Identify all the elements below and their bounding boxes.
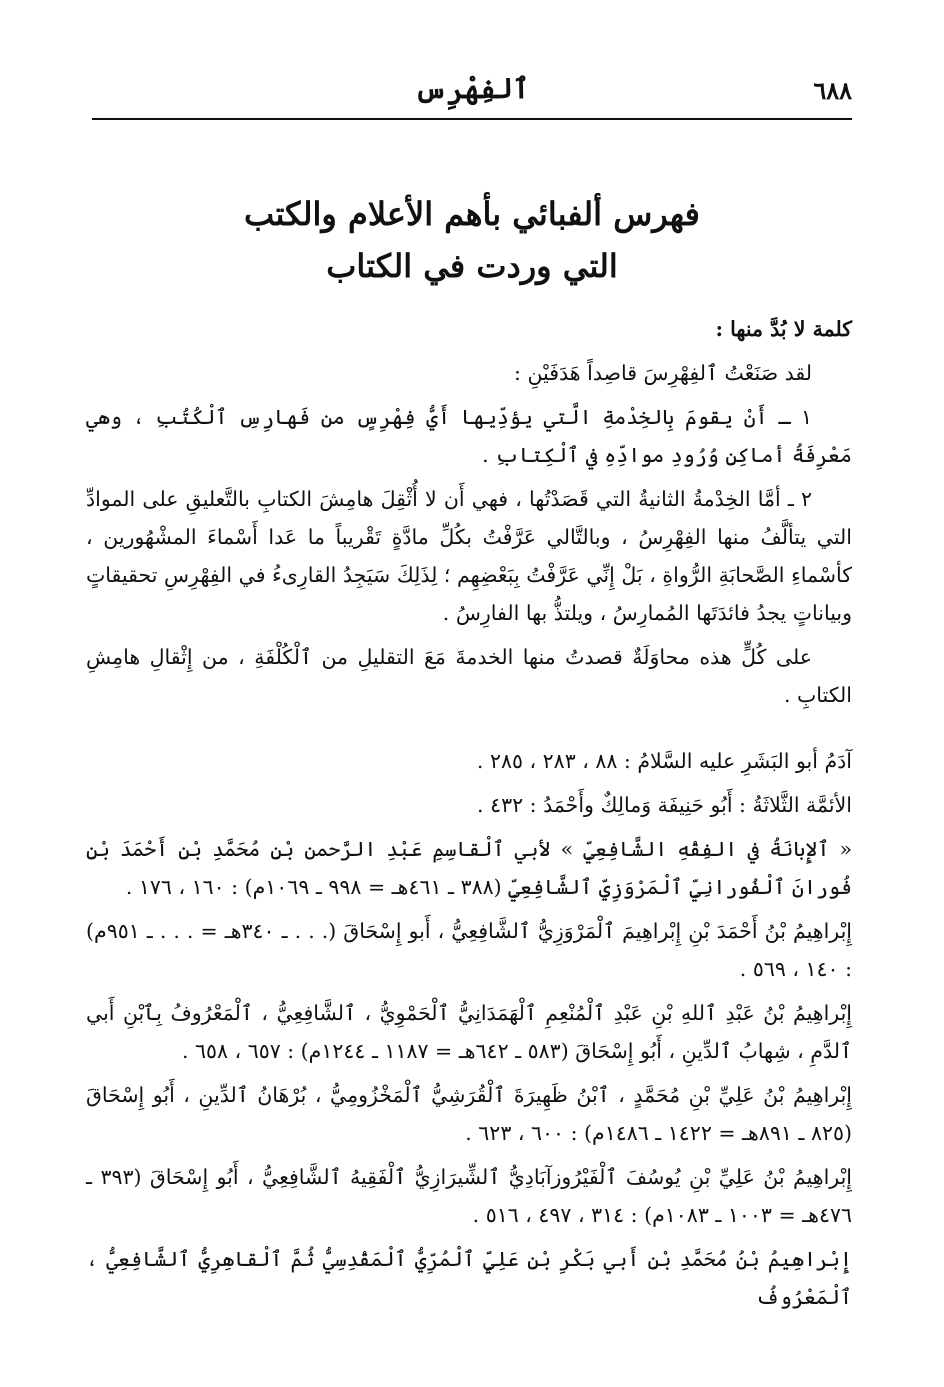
index-entry: الأئمَّة الثَّلاثَةُ : أَبُو حَنِيفَة وَمالِكٌ وأَحْمَدُ : ٤٣٢ . [477,793,852,817]
index-title-line-1: فهرس ألفبائي بأهم الأعلام والكتب [244,195,700,233]
index-entry: إِبْراهِيمُ بْنُ عَلِيِّ بْنِ مُحَمَّدٍ ، ٱبْنُ ظَهِيرَةَ ٱلْقُرَشِيُّ ٱلْمَخْزُومِيُّ ، بُرْهَانُ ٱلدِّينِ ، أَبُو إِسْحَاقَ (٨٢٥ ـ ٨٩١هـ = ١٤٢٢ ـ ١٤٨٦م) : ٦٠٠ ، ٦٢٣ . [86,1083,852,1145]
index-entry: إِبْراهِيمُ بْنُ أَحْمَدَ بْنِ إِبْراهِيمَ ٱلْمَرْوَزِيُّ ٱلشَّافِعِيُّ ، أَبو إِسْحَاقَ (. . . ـ ٣٤٠هـ = . . . ـ ٩٥١م) : ١٤٠ ، ٥٦٩ . [86,919,852,981]
index-entry: « ٱلإِبانَةُ في الفِقْهِ الشَّافِعِيِّ » لأبي ٱلْقاسِمِ عَبْدِ الرَّحمن بْنِ مُحَمَّدِ بْنِ أَحْمَدَ بْنِ فُورانَ ٱلْفُورانِيِّ ٱلْمَرْوَزِيِّ ٱلشَّافِعِيِّ (٣٨٨ ـ ٤٦١هـ = ٩٩٨ ـ ١٠٦٩م) : ١٦٠ ، ١٧٦ . [86,837,852,899]
section-gap [86,720,852,742]
running-title: ٱلفِهْرِس [414,72,530,105]
index-content [86,310,852,1316]
index-entry: إِبْراهِيمُ بْنُ عَلِيِّ بْنِ يُوسُفَ ٱلْفَيْرُوزآبَادِيُّ ٱلشِّيرَازِيُّ ٱلْفَقِيهُ ٱلشَّافِعِيُّ ، أَبُو إِسْحَاقَ (٣٩٣ ـ ٤٧٦هـ = ١٠٠٣ ـ ١٠٨٣م) : ٣١٤ ، ٤٩٧ ، ٥١٦ . [86,1165,853,1227]
page-header [92,68,852,120]
intro-paragraph: ١ ـ أَنْ يقومَ بِالخِدْمةِ الَّتي يؤدِّيها أَيُّ فِهْرِسٍ من فَهارِسِ ٱلْكُتُبِ ، وهي مَعْرِفَةُ أماكِنِ وُرُودِ موادِّهِ في ٱلْكِتابِ . [86,405,852,467]
index-title [92,188,852,292]
index-entry: آدَمُ أبو البَشَرِ عليه السَّلامُ : ٨٨ ، ٢٨٣ ، ٢٨٥ . [476,749,852,773]
page-number: ٦٨٨ [813,76,852,105]
intro-heading: كلمة لا بُدَّ منها : [715,317,852,341]
intro-paragraph: على كُلٍّ هذه محاوَلَةٌ قصدتُ منها الخدمةَ مَعَ التقليلِ من ٱلْكُلْفَةِ ، من إِثْقالِ هامِشِ الكتابِ . [86,645,852,707]
intro-paragraph: ٢ ـ أمَّا الخِدْمةُ الثانيةُ التي قَصَدْتُها ، فهي أَن لا أُثْقِلَ هامِشَ الكتابِ بالتَّعليقِ على الموادِّ التي يتألَّفُ منها الفِهْرِسُ ، وبالتَّالي عَرَّفْتُ بكُلِّ مادَّةٍ تَقْريباً ما عَدا أَسْماءَ المشْهُورين ، كأسْماءِ الصَّحابَةِ الرُّواةِ ، بَلْ إِنِّي عَرَّفْتُ بِبَعْضِهِم ؛ لِذَلِكَ سَيَجِدُ القارِىءُ في الفِهْرِسِ تحقيقاتٍ وبياناتٍ يجدُ فائدَتَها المُمارِسُ ، ويلتذُّ بها الفارِسُ . [86,487,852,625]
index-entry: إِبْراهِيمُ بْنُ عَبْدِ ٱللهِ بْنِ عَبْدِ ٱلْمُنْعِمِ ٱلْهَمَدَانِيُّ ٱلْحَمْوِيُّ ، ٱلشَّافِعِيُّ ، ٱلْمَعْرُوفُ بِٱبْنِ أَبي ٱلدَّمِ ، شِهابُ ٱلدِّينِ ، أَبُو إِسْحَاقَ (٥٨٣ ـ ٦٤٢هـ = ١١٨٧ ـ ١٢٤٤م) : ٦٥٧ ، ٦٥٨ . [86,1001,852,1063]
index-title-line-2: التي وردت في الكتاب [326,247,618,285]
intro-paragraph: لقد صَنَعْتُ ٱلفِهْرِسَ قاصِداً هَدَفَيْنِ : [514,361,812,385]
index-entry: إِبْراهِيمُ بْنُ مُحَمَّدِ بْنِ أَبي بَكْرِ بْنِ عَلِيٍّ ٱلْمُرِّيُّ ٱلْمَقْدِسِيُّ ثُمَّ ٱلْقاهِرِيُّ ٱلشَّافِعِيُّ ، ٱلْمَعْرُوفُ [86,1247,852,1309]
